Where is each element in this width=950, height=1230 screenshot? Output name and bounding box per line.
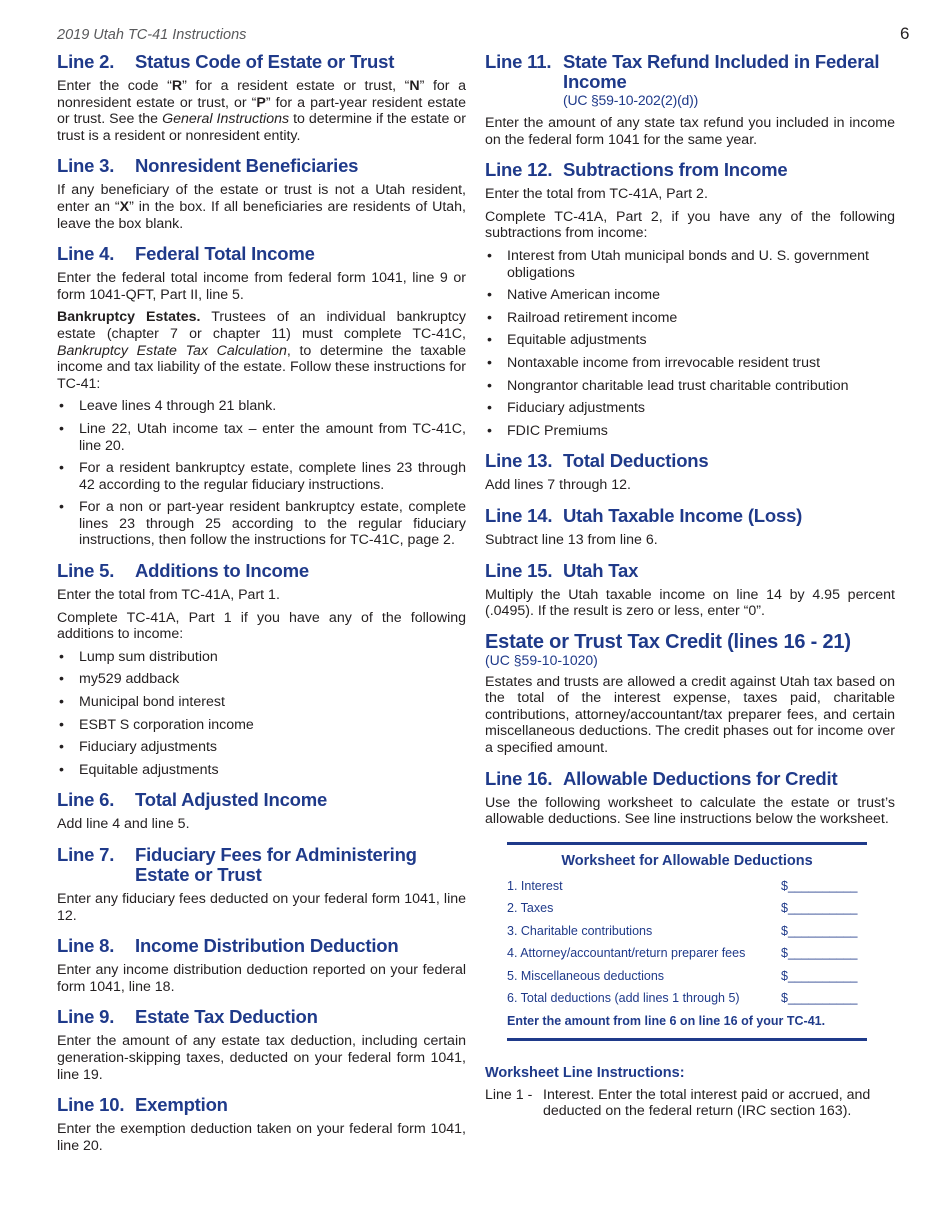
paragraph: Estates and trusts are allowed a credit against Utah tax based on the total of the interest expense, taxes paid, charitable contributions, attorney/accountant/tax preparer fees, and certain miscellaneous deductions. The credit phases out for income over a specified amount.	[485, 673, 895, 757]
section-line-16	[485, 769, 895, 1120]
worksheet-row: 2. Taxes $__________	[507, 897, 867, 920]
section-line-5	[57, 561, 466, 778]
list-item: • Leave lines 4 through 21 blank.	[57, 398, 466, 415]
section-heading: Line 5. Additions to Income	[57, 560, 310, 582]
worksheet-instruction-item: Line 1 - Interest. Enter the total interest paid or accrued, and deducted on the federal return (IRC section 163).	[485, 1086, 871, 1120]
paragraph: Enter any income distribution deduction reported on your federal form 1041, line 18.	[57, 962, 466, 995]
section-line-7	[57, 845, 466, 924]
page-number: 6	[900, 24, 910, 43]
allowable-deductions-worksheet	[507, 842, 867, 1041]
running-title: 2019 Utah TC-41 Instructions	[57, 27, 247, 43]
list-item: • Interest from Utah municipal bonds and U. S. government obligations	[485, 248, 895, 281]
amount-blank: $__________	[781, 968, 858, 983]
amount-blank: $__________	[781, 901, 858, 916]
list-item: • my529 addback	[57, 671, 466, 688]
paragraph: Complete TC-41A, Part 2, if you have any of the following subtractions from income:	[485, 208, 895, 242]
section-heading: Line 3. Nonresident Beneficiaries	[57, 155, 359, 177]
section-line-11	[485, 52, 895, 148]
amount-blank: $__________	[781, 878, 858, 893]
paragraph: Enter the amount of any state tax refund you included in income on the federal form 1041 for the same year.	[485, 115, 895, 148]
worksheet-row: 3. Charitable contributions $__________	[507, 920, 867, 943]
section-line-2	[57, 52, 466, 144]
section-heading: Line 16. Allowable Deductions for Credit	[485, 767, 838, 789]
paragraph: Enter the code “R” for a resident estate or trust, “N” for a nonresident estate or trust, or “P” for a part-year resident estate or trust. See the General Instructions to determine if the estate or trust is a resident or nonresident entity.	[57, 78, 466, 144]
section-line-10	[57, 1095, 466, 1154]
list-item: • Native American income	[485, 287, 895, 304]
worksheet-row: 1. Interest $__________	[507, 875, 867, 898]
section-line-9	[57, 1007, 466, 1083]
statute-citation: (UC §59-10-202(2)(d))	[563, 92, 699, 108]
section-heading: Line 7. Fiduciary Fees for Administering Estate or Trust	[57, 844, 417, 885]
paragraph: If any beneficiary of the estate or trust is not a Utah resident, enter an “X” in the box. If all beneficiaries are residents of Utah, leave the box blank.	[57, 182, 466, 232]
section-heading: Line 10. Exemption	[57, 1094, 228, 1116]
section-heading: Line 11. State Tax Refund Included in Federal Income (UC §59-10-202(2)(d))	[485, 52, 895, 109]
right-column	[485, 52, 895, 1132]
amount-blank: $__________	[781, 946, 858, 961]
bullet-list	[57, 398, 466, 549]
section-heading: Line 14. Utah Taxable Income (Loss)	[485, 504, 803, 526]
paragraph: Complete TC-41A, Part 1 if you have any of the following additions to income:	[57, 609, 466, 643]
section-heading: Line 6. Total Adjusted Income	[57, 789, 328, 811]
list-item: • Fiduciary adjustments	[57, 739, 466, 756]
paragraph: Enter the federal total income from federal form 1041, line 9 or form 1041-QFT, Part II, line 5.	[57, 270, 466, 303]
section-line-14	[485, 506, 895, 549]
list-item: • Lump sum distribution	[57, 649, 466, 666]
section-heading: Line 12. Subtractions from Income	[485, 159, 788, 181]
section-line-6	[57, 790, 466, 833]
worksheet-note: Enter the amount from line 6 on line 16 of your TC-41.	[507, 1013, 826, 1028]
paragraph: Multiply the Utah taxable income on line 14 by 4.95 percent (.0495). If the result is zero or less, enter “0”.	[485, 586, 895, 620]
section-heading: Line 13. Total Deductions	[485, 450, 709, 472]
left-column	[57, 52, 466, 1166]
list-item: • Nongrantor charitable lead trust charitable contribution	[485, 378, 895, 395]
paragraph: Use the following worksheet to calculate the estate or trust’s allowable deductions. See line instructions below the worksheet.	[485, 794, 895, 828]
list-item: • Equitable adjustments	[485, 332, 895, 349]
amount-blank: $__________	[781, 923, 858, 938]
section-line-13	[485, 451, 895, 494]
worksheet-row: 6. Total deductions (add lines 1 through 5) $__________	[507, 987, 867, 1010]
paragraph: Enter the amount of any estate tax deduction, including certain generation-skipping taxes, deducted on your federal form 1041, line 19.	[57, 1033, 466, 1083]
paragraph: Enter the total from TC-41A, Part 2.	[485, 186, 708, 203]
worksheet-title: Worksheet for Allowable Deductions	[561, 852, 813, 869]
list-item: • Nontaxable income from irrevocable resident trust	[485, 355, 895, 372]
list-item: • Railroad retirement income	[485, 310, 895, 327]
list-item: • FDIC Premiums	[485, 423, 895, 440]
statute-citation: (UC §59-10-1020)	[485, 651, 598, 668]
section-heading: Estate or Trust Tax Credit (lines 16 - 21)	[485, 630, 851, 653]
section-heading: Line 4. Federal Total Income	[57, 243, 315, 265]
list-item: • Fiduciary adjustments	[485, 400, 895, 417]
paragraph: Enter any fiduciary fees deducted on your federal form 1041, line 12.	[57, 891, 466, 924]
paragraph: Enter the exemption deduction taken on your federal form 1041, line 20.	[57, 1121, 466, 1154]
worksheet-instructions-heading: Worksheet Line Instructions:	[485, 1064, 685, 1081]
paragraph: Enter the total from TC-41A, Part 1.	[57, 587, 280, 604]
list-item: • Equitable adjustments	[57, 762, 466, 779]
list-item: • Line 22, Utah income tax – enter the amount from TC-41C, line 20.	[57, 421, 466, 454]
section-line-8	[57, 936, 466, 995]
section-heading: Line 15. Utah Tax	[485, 559, 639, 581]
list-item: • For a non or part-year resident bankruptcy estate, complete lines 23 through 25 according to the regular fiduciary instructions, then follow the instructions for TC-41C, page 2.	[57, 499, 466, 549]
list-item: • ESBT S corporation income	[57, 717, 466, 734]
amount-blank: $__________	[781, 991, 858, 1006]
section-tax-credit	[485, 632, 895, 757]
section-line-12	[485, 160, 895, 439]
paragraph-bankruptcy: Bankruptcy Estates. Trustees of an individual bankruptcy estate (chapter 7 or chapter 11) must complete TC-41C, Bankruptcy Estate Tax Calculation, to determine the taxable income and tax liability of the estate. Follow these instructions for TC-41:	[57, 309, 466, 392]
section-heading: Line 8. Income Distribution Deduction	[57, 935, 399, 957]
paragraph: Add line 4 and line 5.	[57, 816, 190, 833]
section-heading: Line 9. Estate Tax Deduction	[57, 1006, 318, 1028]
paragraph: Subtract line 13 from line 6.	[485, 531, 658, 548]
section-line-4	[57, 244, 466, 549]
worksheet-row: 4. Attorney/accountant/return preparer fees $__________	[507, 942, 867, 965]
worksheet-row: 5. Miscellaneous deductions $__________	[507, 965, 867, 988]
bullet-list	[485, 248, 895, 439]
list-item: • For a resident bankruptcy estate, complete lines 23 through 42 according to the regular fiduciary instructions.	[57, 460, 466, 493]
list-item: • Municipal bond interest	[57, 694, 466, 711]
section-heading: Line 2. Status Code of Estate or Trust	[57, 51, 395, 72]
section-line-15	[485, 561, 895, 620]
bullet-list	[57, 649, 466, 779]
paragraph: Add lines 7 through 12.	[485, 477, 631, 494]
section-line-3	[57, 156, 466, 232]
